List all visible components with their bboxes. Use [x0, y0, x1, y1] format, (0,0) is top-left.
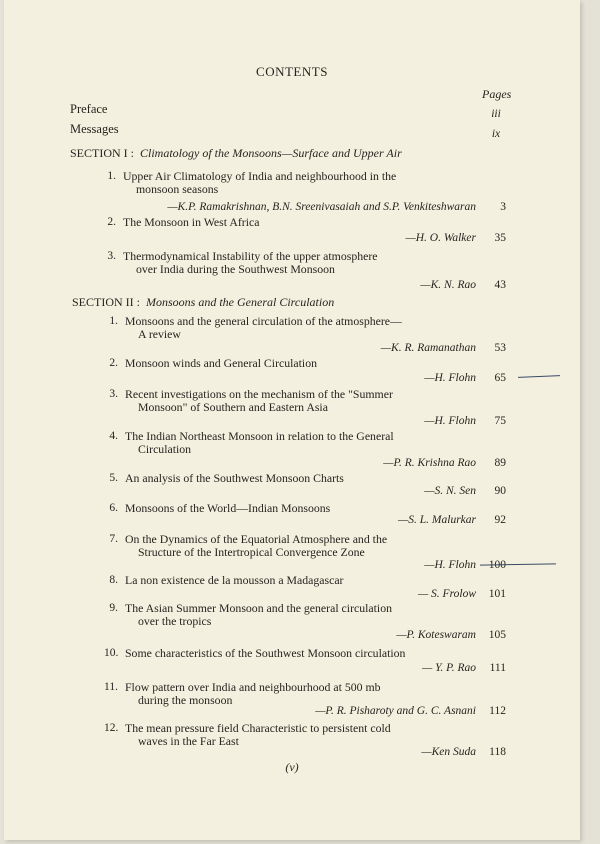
entry-title [125, 430, 394, 456]
entry-title [125, 315, 402, 341]
entry-author: —Ken Suda [421, 746, 476, 758]
entry-title [123, 216, 259, 229]
entry-page-number: 43 [494, 279, 506, 291]
entry-author: —S. L. Malurkar [398, 514, 476, 526]
entry-page-number: 75 [494, 415, 506, 427]
entry-author: —S. N. Sen [424, 485, 476, 497]
entry-author: —P. Koteswaram [396, 629, 476, 641]
entry-author: — Y. P. Rao [421, 662, 476, 674]
entry-title [125, 533, 387, 559]
entry-title-line: A review [138, 327, 181, 341]
entry-title-line: La non existence de la mousson a Madagascar [125, 573, 344, 587]
entry-page-number: 35 [494, 232, 506, 244]
section-label: SECTION II : [72, 295, 140, 309]
section-label: SECTION I : [70, 146, 134, 160]
entry-number: 1. [107, 170, 116, 182]
entry-title-line: Circulation [138, 442, 192, 456]
entry-number: 5. [109, 472, 118, 484]
entry-title [125, 681, 381, 707]
entry-author: —H. Flohn [424, 559, 476, 571]
entry-number: 10. [104, 647, 119, 659]
entry-title-line: Upper Air Climatology of India and neighbourhood in the [123, 169, 397, 183]
entry-title [123, 170, 396, 196]
entry-title [125, 357, 317, 370]
entry-author: —H. Flohn [424, 372, 476, 384]
entry-page-number: 3 [500, 201, 506, 213]
entry-number: 2. [109, 357, 118, 369]
pages-column-header: Pages [482, 87, 512, 101]
section-heading [70, 146, 402, 161]
front-matter-preface-page: iii [491, 108, 501, 120]
section-name: Climatology of the Monsoons—Surface and Upper Air [140, 146, 402, 160]
entry-page-number: 111 [489, 662, 506, 674]
front-matter-messages: Messages [70, 122, 119, 136]
entry-number: 1. [109, 315, 118, 327]
entry-number: 12. [104, 722, 119, 734]
entry-author: —H. Flohn [424, 415, 476, 427]
entry-title [125, 602, 392, 628]
pen-mark [480, 563, 556, 566]
entry-number: 6. [109, 502, 118, 514]
entry-title-line: Thermodynamical Instability of the upper atmosphere [123, 249, 378, 263]
entry-page-number: 92 [494, 514, 506, 526]
entry-title [125, 647, 405, 660]
entry-author: —K.P. Ramakrishnan, B.N. Sreenivasaiah and S.P. Venkiteshwaran [167, 201, 476, 213]
entry-title-line: Flow pattern over India and neighbourhood at 500 mb [125, 680, 381, 694]
entry-title [125, 574, 344, 587]
entry-page-number: 101 [488, 588, 506, 600]
entry-number: 11. [104, 681, 118, 693]
entry-author: — S. Frolow [417, 588, 476, 600]
entry-number: 3. [107, 250, 116, 262]
entry-number: 9. [109, 602, 118, 614]
entry-title-line: over the tropics [138, 614, 212, 628]
entry-title-line: Recent investigations on the mechanism of the "Summer [125, 387, 393, 401]
entry-number: 8. [109, 574, 118, 586]
entry-author: —P. R. Pisharoty and G. C. Asnani [315, 705, 476, 717]
entry-title-line: Monsoon winds and General Circulation [125, 356, 317, 370]
entry-title-line: The Monsoon in West Africa [123, 215, 260, 229]
entry-title [123, 250, 378, 276]
entry-number: 4. [109, 430, 118, 442]
entry-title-line: Some characteristics of the Southwest Monsoon circulation [125, 646, 406, 660]
entry-author: —K. N. Rao [420, 279, 476, 291]
entry-page-number: 105 [488, 629, 506, 641]
entry-title [125, 722, 391, 748]
entry-title [125, 472, 344, 485]
entry-title-line: Monsoons of the World—Indian Monsoons [125, 501, 331, 515]
entry-number: 7. [109, 533, 118, 545]
front-matter-messages-page: ix [491, 128, 501, 140]
entry-title [125, 502, 330, 515]
entry-title-line: Structure of the Intertropical Convergence Zone [138, 545, 365, 559]
entry-author: —P. R. Krishna Rao [383, 457, 476, 469]
front-matter-preface: Preface [70, 102, 108, 116]
entry-page-number: 112 [489, 705, 506, 717]
entry-title-line: On the Dynamics of the Equatorial Atmosphere and the [125, 532, 388, 546]
book-page [4, 0, 580, 840]
entry-author: —H. O. Walker [405, 232, 476, 244]
entry-title [125, 388, 393, 414]
entry-title-line: Monsoons and the general circulation of the atmosphere— [125, 314, 402, 328]
entry-title-line: An analysis of the Southwest Monsoon Charts [125, 471, 344, 485]
entry-page-number: 65 [494, 372, 506, 384]
page-title: CONTENTS [256, 64, 328, 79]
entry-title-line: over India during the Southwest Monsoon [136, 262, 335, 276]
entry-title-line: The mean pressure field Characteristic to persistent cold [125, 721, 391, 735]
entry-title-line: The Indian Northeast Monsoon in relation to the General [125, 429, 394, 443]
entry-title-line: The Asian Summer Monsoon and the general circulation [125, 601, 393, 615]
entry-page-number: 53 [494, 342, 506, 354]
entry-author: —K. R. Ramanathan [380, 342, 476, 354]
entry-number: 3. [109, 388, 118, 400]
entry-title-line: waves in the Far East [138, 734, 239, 748]
entry-page-number: 90 [494, 485, 506, 497]
entry-page-number: 89 [494, 457, 506, 469]
page-number-footer: (v) [285, 760, 299, 774]
entry-title-line: Monsoon" of Southern and Eastern Asia [138, 400, 328, 414]
pen-mark [518, 375, 560, 378]
section-name: Monsoons and the General Circulation [146, 295, 335, 309]
entry-number: 2. [107, 216, 116, 228]
entry-title-line: during the monsoon [138, 693, 233, 707]
entry-title-line: monsoon seasons [136, 182, 219, 196]
section-heading [72, 295, 334, 310]
entry-page-number: 118 [489, 746, 506, 758]
